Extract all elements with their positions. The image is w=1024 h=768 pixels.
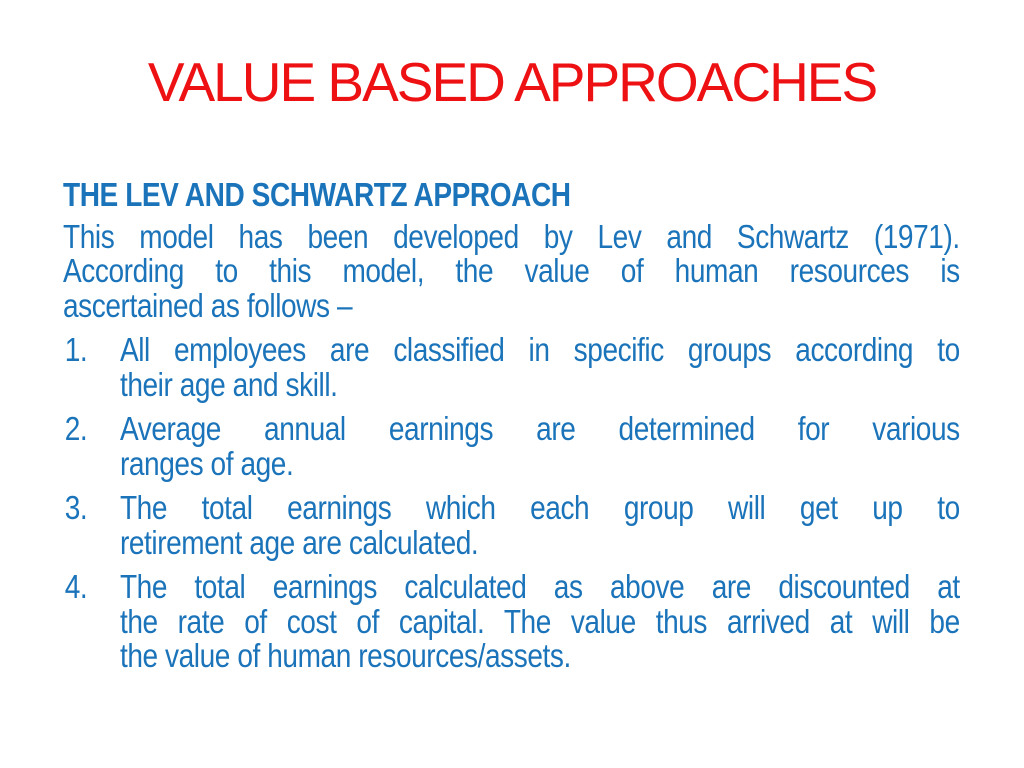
list-item-number: 3. [64, 489, 88, 526]
paragraph-line: This model has been developed by Lev and Schwartz (1971). [63, 217, 960, 255]
list-item [63, 570, 960, 674]
intro-paragraph [63, 217, 960, 324]
list-item-line: ranges of age. [119, 444, 294, 482]
list-item [63, 412, 960, 481]
list-item [63, 333, 960, 402]
paragraph-line: ascertained as follows – [63, 286, 353, 324]
list-item-number: 4. [64, 568, 88, 605]
list-item [63, 491, 960, 560]
list-item-line: the value of human resources/assets. [119, 637, 571, 674]
list-item-line: the rate of cost of capital. The value thus arrived at will be [119, 602, 960, 640]
section-heading: THE LEV AND SCHWARTZ APPROACH [63, 176, 571, 213]
list-item-line: their age and skill. [119, 365, 338, 403]
paragraph-line: According to this model, the value of human resources is [63, 252, 960, 289]
slide-body [63, 178, 960, 674]
slide-title: VALUE BASED APPROACHES [147, 51, 877, 113]
list-item-line: All employees are classified in specific groups according to [119, 331, 960, 368]
list-item-line: retirement age are calculated. [119, 523, 479, 561]
list-item-line: Average annual earnings are determined for various [119, 410, 960, 447]
list-item-line: The total earnings which each group will get up to [119, 489, 960, 526]
list-item-number: 2. [64, 410, 88, 447]
list-item-number: 1. [64, 331, 88, 368]
list-item-line: The total earnings calculated as above are discounted at [119, 568, 960, 605]
